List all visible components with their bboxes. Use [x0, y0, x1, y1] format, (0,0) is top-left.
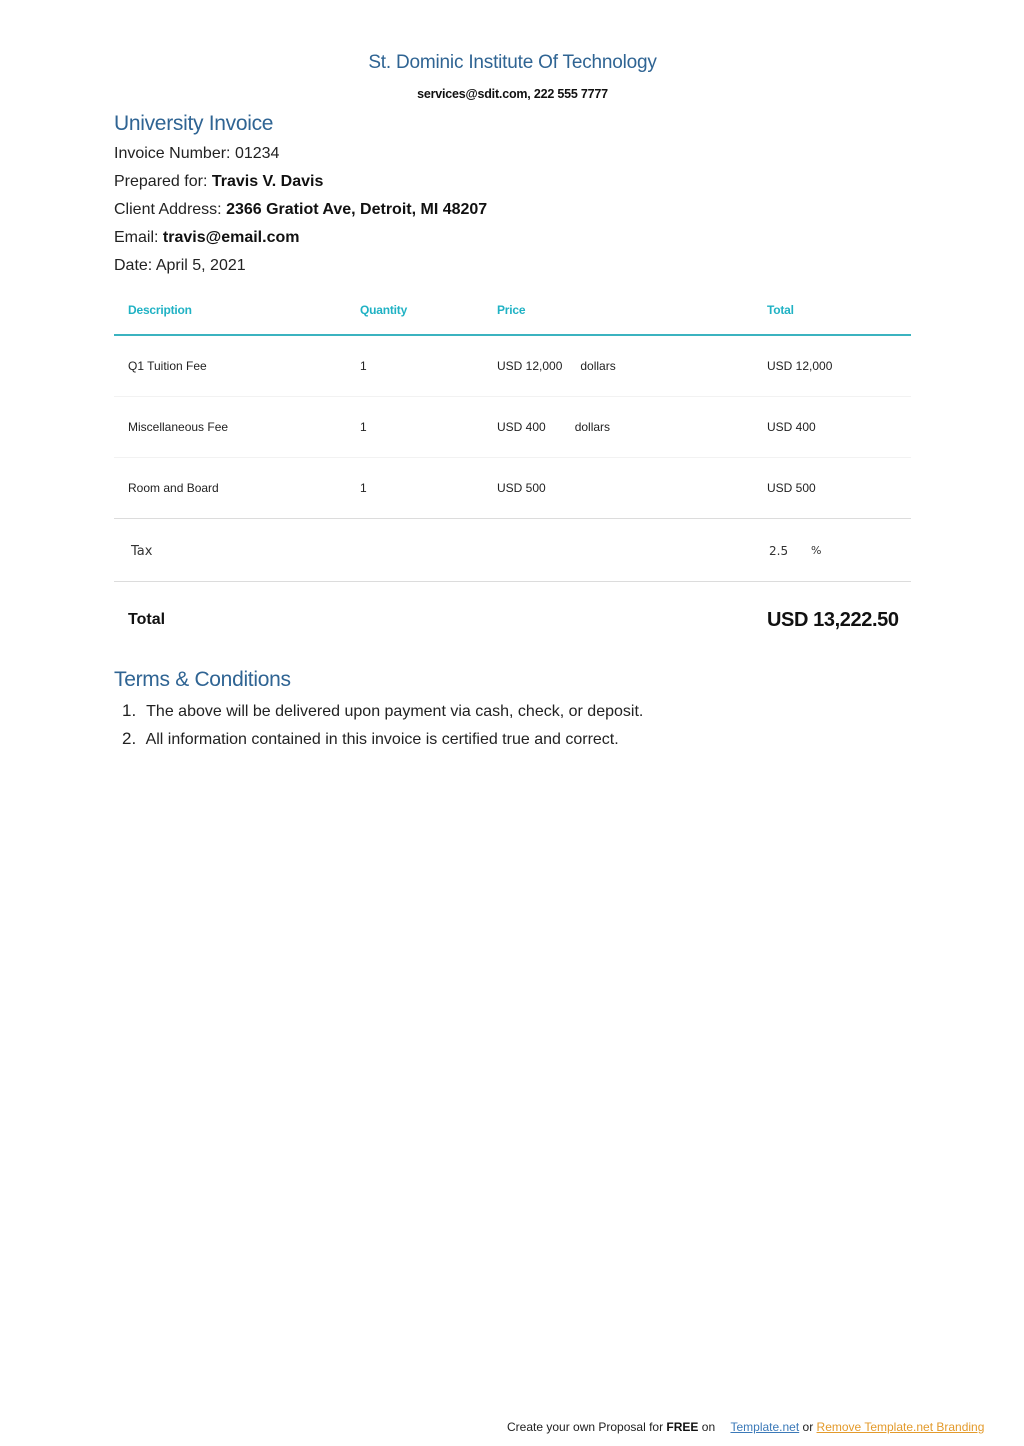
template-net-link[interactable]: Template.net	[730, 1420, 800, 1434]
branding-footer	[507, 1420, 984, 1434]
email-row	[114, 227, 487, 255]
email-label: Email:	[114, 229, 159, 246]
line-items-table	[114, 286, 911, 519]
grand-total-value: USD 13,222.50	[767, 609, 899, 631]
footer-or: or	[799, 1420, 817, 1434]
column-header-description: Description	[114, 286, 346, 335]
organization-name: St. Dominic Institute Of Technology	[368, 52, 657, 73]
client-address-label: Client Address:	[114, 201, 222, 218]
cell-description: Miscellaneous Fee	[114, 396, 346, 457]
price-amount: USD 12,000	[497, 358, 563, 373]
price-unit: dollars	[580, 358, 616, 373]
cell-quantity: 1	[346, 396, 483, 457]
table-row	[114, 396, 911, 457]
cell-price	[483, 457, 753, 518]
prepared-for-value: Travis V. Davis	[211, 173, 324, 190]
invoice-number-label: Invoice Number:	[114, 145, 231, 162]
date-label: Date:	[114, 257, 153, 274]
cell-price	[483, 396, 753, 457]
cell-total: USD 500	[753, 457, 911, 518]
price-amount: USD 400	[497, 419, 546, 434]
invoice-number-row	[114, 143, 487, 171]
cell-price	[483, 335, 753, 396]
table-row	[114, 457, 911, 518]
organization-contact: services@sdit.com, 222 555 7777	[417, 87, 608, 101]
terms-item-text: All information contained in this invoice is certified true and correct.	[145, 731, 619, 748]
column-header-price: Price	[483, 286, 753, 335]
table-row	[114, 335, 911, 396]
invoice-title: University Invoice	[114, 112, 274, 135]
tax-row	[114, 520, 911, 582]
terms-item	[122, 700, 643, 728]
client-address-row	[114, 199, 487, 227]
email-value: travis@email.com	[162, 229, 300, 246]
invoice-number: 01234	[234, 145, 280, 162]
cell-description: Q1 Tuition Fee	[114, 335, 346, 396]
cell-description: Room and Board	[114, 457, 346, 518]
tax-unit: %	[811, 544, 822, 557]
cell-quantity: 1	[346, 457, 483, 518]
terms-item	[122, 728, 643, 756]
prepared-for-row	[114, 171, 487, 199]
prepared-for-label: Prepared for:	[114, 173, 208, 190]
tax-label: Tax	[131, 544, 153, 559]
footer-on: on	[698, 1420, 716, 1434]
invoice-meta	[114, 143, 487, 283]
remove-branding-link[interactable]: Remove Template.net Branding	[816, 1420, 985, 1434]
table-header-row	[114, 286, 911, 335]
price-amount: USD 500	[497, 480, 546, 495]
grand-total-row	[114, 605, 911, 639]
terms-title: Terms & Conditions	[114, 668, 291, 691]
grand-total-label: Total	[128, 611, 166, 628]
price-unit: dollars	[574, 419, 611, 434]
column-header-total: Total	[753, 286, 911, 335]
terms-item-number: 2.	[122, 729, 137, 748]
footer-free: FREE	[666, 1420, 699, 1434]
cell-quantity: 1	[346, 335, 483, 396]
date-value: April 5, 2021	[155, 257, 246, 274]
column-header-quantity: Quantity	[346, 286, 483, 335]
client-address-value: 2366 Gratiot Ave, Detroit, MI 48207	[226, 201, 488, 218]
terms-item-number: 1.	[122, 701, 137, 720]
cell-total: USD 400	[753, 396, 911, 457]
footer-prefix: Create your own Proposal for	[507, 1420, 667, 1434]
cell-total: USD 12,000	[753, 335, 911, 396]
terms-item-text: The above will be delivered upon payment via cash, check, or deposit.	[146, 703, 644, 720]
tax-value: 2.5	[769, 544, 789, 558]
date-row	[114, 255, 487, 283]
terms-list	[122, 700, 643, 756]
